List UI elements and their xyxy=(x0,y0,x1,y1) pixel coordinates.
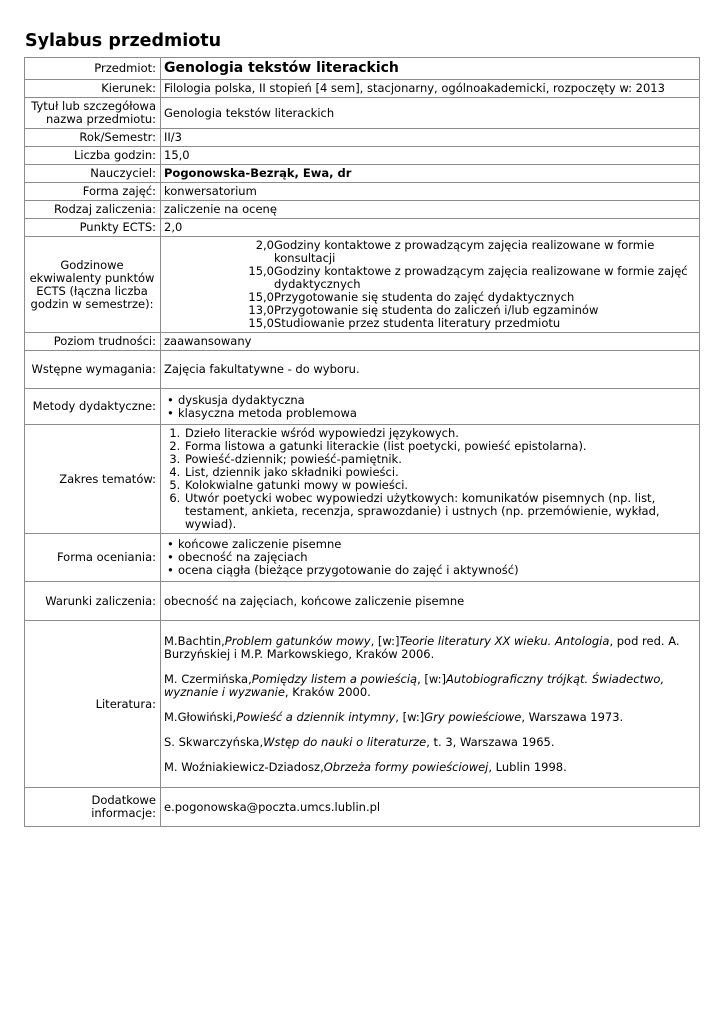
label-dodatkowe: Dodatkowe informacje: xyxy=(25,788,161,827)
row-dodatkowe xyxy=(25,788,700,827)
topic-item: 3. Powieść-dziennik; powieść-pamiętnik. xyxy=(184,453,696,466)
ects-hours-value: 2,0 xyxy=(255,238,274,252)
literature-source-title: Gry powieściowe xyxy=(424,709,522,724)
literature-publication: , pod red. A. Burzyńskiej i M.P. Markowskiego, Kraków 2006. xyxy=(164,633,680,661)
literature-connector: , [w:] xyxy=(370,633,400,648)
ects-row xyxy=(164,239,696,265)
label-godziny: Liczba godzin: xyxy=(25,147,161,165)
ects-row xyxy=(164,317,696,330)
value-wymagania: Zajęcia fakultatywne - do wyboru. xyxy=(161,351,700,389)
value-ects: 2,0 xyxy=(161,219,700,237)
literature-connector: , t. 3, Warszawa 1965. xyxy=(426,734,555,749)
row-ects xyxy=(25,219,700,237)
row-przedmiot xyxy=(25,58,700,80)
row-rodzaj xyxy=(25,201,700,219)
literature-author: M. Woźniakiewicz-Dziadosz, xyxy=(164,759,324,774)
topic-item: 2. Forma listowa a gatunki literackie (list poetycki, powieść epistolarna). xyxy=(184,440,696,453)
literature-entry xyxy=(164,711,696,724)
value-dodatkowe-email: e.pogonowska@poczta.umcs.lublin.pl xyxy=(161,788,700,827)
label-przedmiot: Przedmiot: xyxy=(25,58,161,80)
ects-hours-description: Przygotowanie się studenta do zajęć dydaktycznych xyxy=(274,290,575,304)
ects-hours-description: Godziny kontaktowe z prowadzącym zajęcia realizowane w formie konsultacji xyxy=(274,238,655,265)
row-rok xyxy=(25,129,700,147)
literature-title: Pomiędzy listem a powieścią xyxy=(251,671,418,686)
row-forma xyxy=(25,183,700,201)
literature-publication: , Kraków 2000. xyxy=(284,684,371,699)
literature-title: Wstęp do nauki o literaturze xyxy=(263,734,427,749)
literature-title: Problem gatunków mowy xyxy=(224,633,371,648)
row-godziny xyxy=(25,147,700,165)
value-ekwiwalent xyxy=(161,237,700,333)
row-poziom xyxy=(25,333,700,351)
literature-author: M. Czermińska, xyxy=(164,671,252,686)
literature-entry xyxy=(164,635,696,661)
value-poziom: zaawansowany xyxy=(161,333,700,351)
literature-publication: , Warszawa 1973. xyxy=(521,709,624,724)
label-kierunek: Kierunek: xyxy=(25,80,161,98)
label-metody: Metody dydaktyczne: xyxy=(25,389,161,425)
ects-hours-value: 15,0 xyxy=(248,316,274,330)
ects-hours-value: 15,0 xyxy=(248,264,274,278)
value-ocenianie xyxy=(161,534,700,582)
page-title: Sylabus przedmiotu xyxy=(25,31,222,51)
label-nauczyciel: Nauczyciel: xyxy=(25,165,161,183)
label-rok: Rok/Semestr: xyxy=(25,129,161,147)
row-zakres xyxy=(25,425,700,534)
ects-hours-list xyxy=(164,239,696,330)
literature-entry xyxy=(164,673,696,699)
row-nauczyciel xyxy=(25,165,700,183)
literature-connector: , Lublin 1998. xyxy=(488,759,567,774)
syllabus-table xyxy=(24,57,700,827)
value-literatura xyxy=(161,621,700,788)
label-rodzaj: Rodzaj zaliczenia: xyxy=(25,201,161,219)
label-zakres: Zakres tematów: xyxy=(25,425,161,534)
row-tytul xyxy=(25,98,700,129)
assessment-item: • końcowe zaliczenie pisemne xyxy=(164,538,696,551)
assessment-list xyxy=(164,538,696,577)
row-literatura xyxy=(25,621,700,788)
label-tytul: Tytuł lub szczegółowa nazwa przedmiotu: xyxy=(25,98,161,129)
literature-entry xyxy=(164,761,696,774)
ects-hours-description: Przygotowanie się studenta do zaliczeń i/lub egzaminów xyxy=(274,303,599,317)
literature-author: S. Skwarczyńska, xyxy=(164,734,264,749)
label-ekwiwalent: Godzinowe ekwiwalenty punktów ECTS (łączna liczba godzin w semestrze): xyxy=(25,237,161,333)
literature-author: M.Bachtin, xyxy=(164,633,225,648)
literature-entry xyxy=(164,736,696,749)
topic-item: 6. Utwór poetycki wobec wypowiedzi użytkowych: komunikatów pisemnych (np. list, testament, ankieta, recenzja, sprawozdanie) i ustnych (np. przemówienie, wykład, wywiad). xyxy=(184,492,696,531)
literature-source-title: Teorie literatury XX wieku. Antologia xyxy=(399,633,610,648)
row-metody xyxy=(25,389,700,425)
label-wymagania: Wstępne wymagania: xyxy=(25,351,161,389)
label-poziom: Poziom trudności: xyxy=(25,333,161,351)
topic-item: 4. List, dziennik jako składniki powieści. xyxy=(184,466,696,479)
value-tytul: Genologia tekstów literackich xyxy=(161,98,700,129)
value-kierunek: Filologia polska, II stopień [4 sem], stacjonarny, ogólnoakademicki, rozpoczęty w: 2013 xyxy=(161,80,700,98)
value-przedmiot: Genologia tekstów literackich xyxy=(161,58,700,80)
literature-title: Obrzeża formy powieściowej xyxy=(323,759,489,774)
ects-row xyxy=(164,265,696,291)
topic-item: 5. Kolokwialne gatunki mowy w powieści. xyxy=(184,479,696,492)
assessment-item: • ocena ciągła (bieżące przygotowanie do zajęć i aktywność) xyxy=(164,564,696,577)
row-kierunek xyxy=(25,80,700,98)
literature-connector: , [w:] xyxy=(417,671,447,686)
row-wymagania xyxy=(25,351,700,389)
row-ocenianie xyxy=(25,534,700,582)
literature-connector: , [w:] xyxy=(395,709,425,724)
value-zakres xyxy=(161,425,700,534)
literature-author: M.Głowiński, xyxy=(164,709,237,724)
ects-hours-value: 13,0 xyxy=(248,303,274,317)
methods-list xyxy=(164,394,696,420)
ects-hours-description: Studiowanie przez studenta literatury przedmiotu xyxy=(274,316,561,330)
value-nauczyciel: Pogonowska-Bezrąk, Ewa, dr xyxy=(161,165,700,183)
value-godziny: 15,0 xyxy=(161,147,700,165)
value-rodzaj: zaliczenie na ocenę xyxy=(161,201,700,219)
method-item: • dyskusja dydaktyczna xyxy=(164,394,696,407)
topic-item: 1. Dzieło literackie wśród wypowiedzi językowych. xyxy=(184,427,696,440)
topics-list xyxy=(164,427,696,531)
label-forma: Forma zajęć: xyxy=(25,183,161,201)
label-ects: Punkty ECTS: xyxy=(25,219,161,237)
value-rok: II/3 xyxy=(161,129,700,147)
label-literatura: Literatura: xyxy=(25,621,161,788)
row-ekwiwalent xyxy=(25,237,700,333)
value-warunki: obecność na zajęciach, końcowe zaliczenie pisemne xyxy=(161,582,700,621)
literature-title: Powieść a dziennik intymny xyxy=(236,709,396,724)
ects-hours-value: 15,0 xyxy=(248,290,274,304)
value-forma: konwersatorium xyxy=(161,183,700,201)
label-ocenianie: Forma oceniania: xyxy=(25,534,161,582)
label-warunki: Warunki zaliczenia: xyxy=(25,582,161,621)
row-warunki xyxy=(25,582,700,621)
ects-hours-description: Godziny kontaktowe z prowadzącym zajęcia realizowane w formie zajęć dydaktycznych xyxy=(274,264,688,291)
value-metody xyxy=(161,389,700,425)
assessment-item: • obecność na zajęciach xyxy=(164,551,696,564)
literature-source-title: Autobiograficzny trójkąt. Świadectwo, wyznanie i wyzwanie xyxy=(164,671,665,699)
method-item: • klasyczna metoda problemowa xyxy=(164,407,696,420)
